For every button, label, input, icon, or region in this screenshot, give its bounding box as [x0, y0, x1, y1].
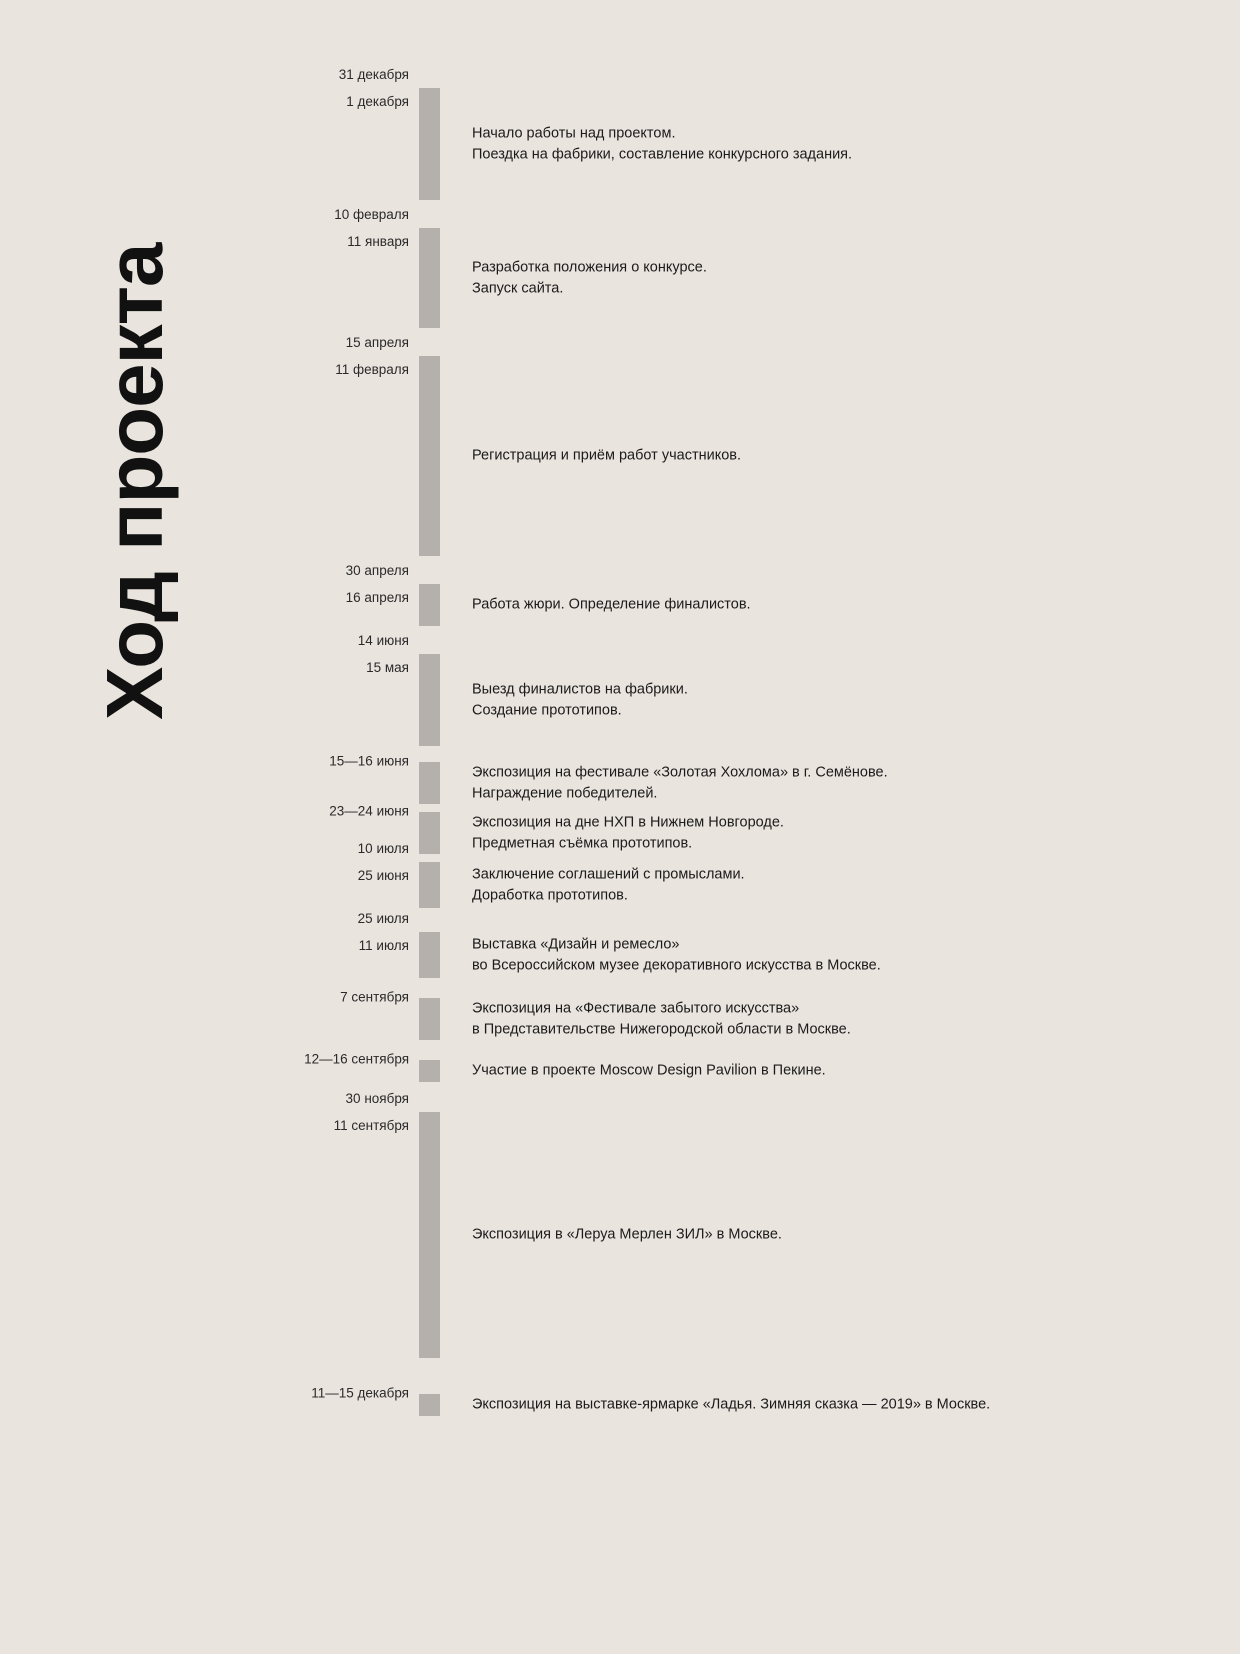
timeline-end-date: 10 июля — [357, 841, 409, 857]
timeline-start-date: 11—15 декабря — [311, 1385, 409, 1401]
timeline-description-line: Создание прототипов. — [472, 702, 622, 718]
timeline-description-line: во Всероссийском музее декоративного искусства в Москве. — [472, 957, 881, 973]
timeline-description-line: Экспозиция на выставке-ярмарке «Ладья. Зимняя сказка — 2019» в Москве. — [472, 1396, 991, 1413]
timeline-description-line: Начало работы над проектом. — [472, 125, 676, 142]
timeline-description-line: Доработка прототипов. — [472, 887, 628, 903]
timeline-description-line: Экспозиция на «Фестивале забытого искусства» — [472, 1000, 800, 1017]
timeline-description-line: в Представительстве Нижегородской области в Москве. — [472, 1021, 851, 1037]
timeline-row — [275, 803, 1205, 854]
timeline-start-date: 23—24 июня — [329, 803, 409, 819]
timeline-bar — [419, 862, 440, 908]
timeline-bar — [419, 762, 440, 804]
timeline-description-line: Награждение победителей. — [472, 785, 658, 801]
timeline-row-description — [472, 812, 784, 853]
timeline-row — [275, 207, 1205, 328]
timeline-bar — [419, 1394, 440, 1416]
timeline-bar — [419, 932, 440, 978]
timeline-end-date: 10 февраля — [334, 207, 409, 223]
timeline-start-date: 12—16 сентября — [304, 1051, 409, 1067]
timeline-start-date: 11 сентября — [333, 1118, 409, 1133]
timeline-description-line: Запуск сайта. — [472, 280, 564, 296]
timeline-bar — [419, 654, 440, 746]
timeline-row — [275, 335, 1205, 556]
timeline-row-description — [472, 1395, 990, 1416]
timeline-bar — [419, 1060, 440, 1082]
timeline-row — [275, 1091, 1205, 1358]
timeline-row-description — [472, 1061, 826, 1082]
timeline-row-description — [472, 257, 707, 298]
timeline-row-description — [472, 679, 688, 720]
timeline-description-line: Экспозиция на дне НХП в Нижнем Новгороде. — [472, 814, 784, 831]
page-title-block — [0, 0, 230, 800]
timeline-row — [275, 989, 1205, 1040]
timeline-bar — [419, 356, 440, 556]
timeline-row — [275, 911, 1205, 978]
timeline-bar — [419, 1112, 440, 1358]
timeline-row-description — [472, 998, 851, 1039]
timeline-description-line: Предметная съёмка прототипов. — [472, 835, 693, 851]
timeline-row-description — [472, 1225, 782, 1246]
timeline-end-date: 30 ноября — [345, 1091, 409, 1107]
timeline-row-description — [472, 595, 751, 616]
timeline-bar — [419, 584, 440, 626]
timeline-end-date: 14 июня — [357, 633, 409, 649]
timeline-end-date: 31 декабря — [338, 67, 409, 83]
timeline-end-date: 25 июля — [357, 911, 409, 927]
project-timeline — [275, 67, 1205, 1416]
timeline-start-date: 11 февраля — [335, 362, 409, 377]
timeline-row — [275, 1385, 1205, 1416]
timeline-row-description — [472, 934, 881, 975]
timeline-row-description — [472, 123, 852, 164]
timeline-bar — [419, 228, 440, 328]
timeline-start-date: 15 мая — [366, 660, 409, 675]
timeline-description-line: Разработка положения о конкурсе. — [472, 259, 707, 276]
timeline-description-line: Выезд финалистов на фабрики. — [472, 681, 688, 698]
timeline-description-line: Участие в проекте Moscow Design Pavilion в Пекине. — [472, 1062, 826, 1079]
timeline-start-date: 25 июня — [357, 868, 409, 883]
timeline-start-date: 11 июля — [358, 938, 409, 953]
timeline-bar — [419, 812, 440, 854]
timeline-description-line: Работа жюри. Определение финалистов. — [472, 596, 751, 613]
timeline-start-date: 7 сентября — [340, 989, 409, 1005]
timeline-row — [275, 633, 1205, 746]
timeline-description-line: Регистрация и приём работ участников. — [472, 447, 742, 464]
timeline-start-date: 16 апреля — [345, 590, 409, 605]
timeline-row-description — [472, 864, 745, 905]
timeline-row — [275, 563, 1205, 626]
timeline-start-date: 1 декабря — [346, 94, 409, 109]
timeline-row — [275, 753, 1205, 804]
timeline-row-description — [472, 762, 888, 803]
timeline-start-date: 15—16 июня — [329, 753, 409, 769]
timeline-row-description — [472, 446, 741, 467]
timeline-row — [275, 1051, 1205, 1082]
timeline-end-date: 30 апреля — [345, 563, 409, 579]
timeline-description-line: Выставка «Дизайн и ремесло» — [472, 936, 680, 953]
timeline-description-line: Экспозиция в «Леруа Мерлен ЗИЛ» в Москве. — [472, 1226, 782, 1243]
timeline-bar — [419, 998, 440, 1040]
page-title: Ход проекта — [90, 243, 179, 720]
timeline-start-date: 11 января — [347, 234, 409, 249]
timeline-row — [275, 67, 1205, 200]
timeline-end-date: 15 апреля — [345, 335, 409, 351]
timeline-bar — [419, 88, 440, 200]
timeline-description-line: Заключение соглашений с промыслами. — [472, 866, 745, 883]
timeline-description-line: Поездка на фабрики, составление конкурсного задания. — [472, 146, 853, 162]
timeline-description-line: Экспозиция на фестивале «Золотая Хохлома» в г. Семёнове. — [472, 764, 888, 781]
